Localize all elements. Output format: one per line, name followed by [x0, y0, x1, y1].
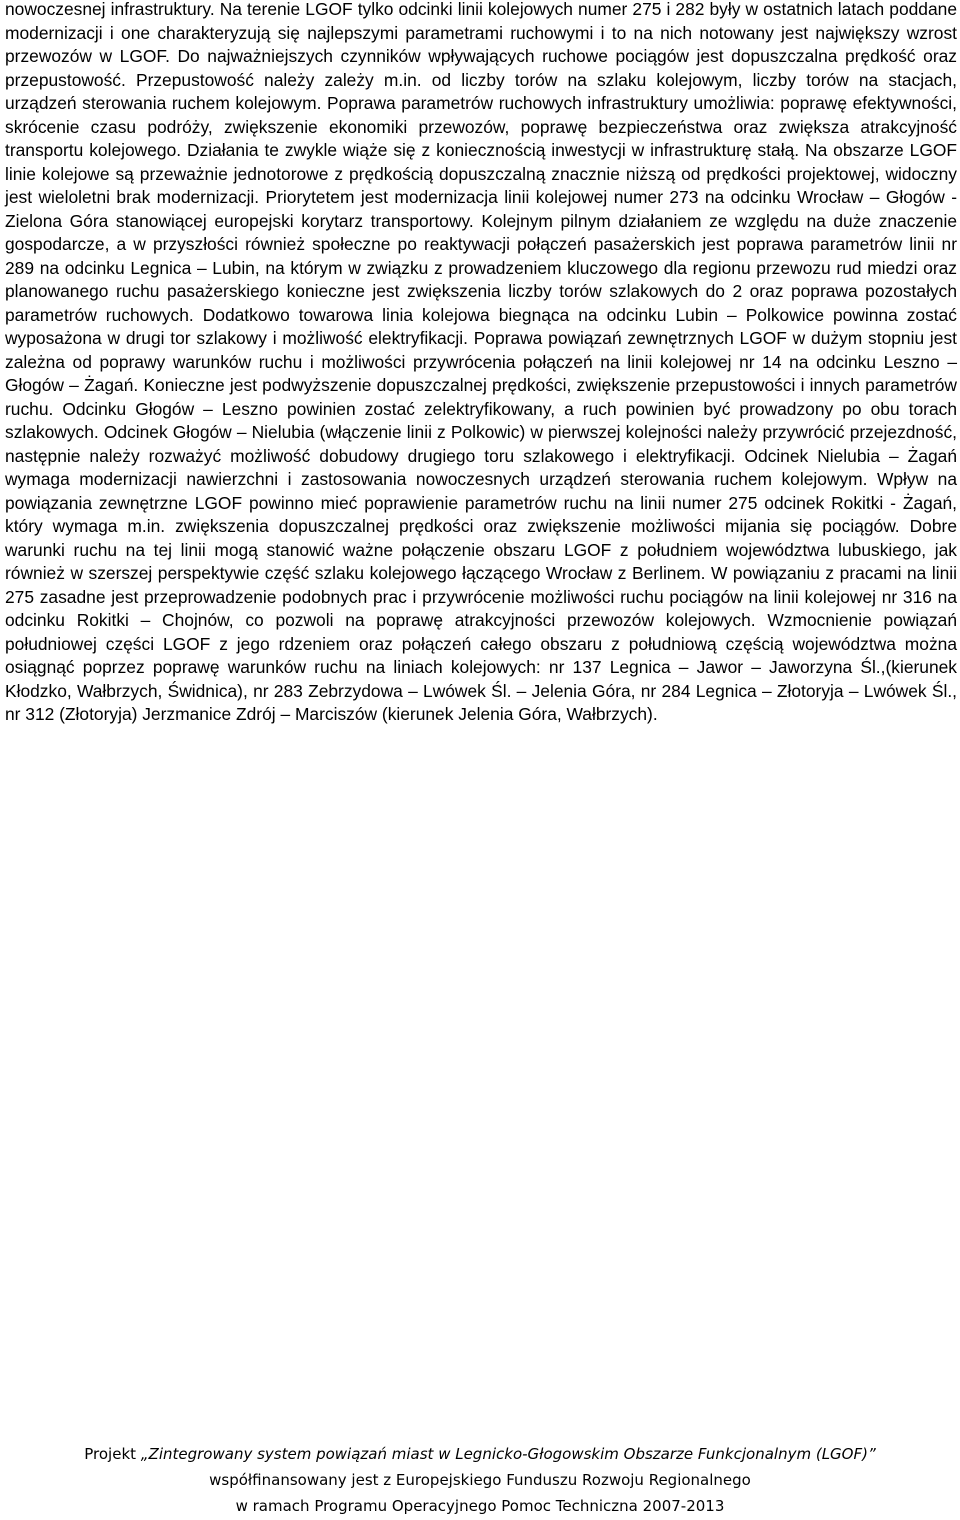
page-footer: [0, 1441, 960, 1519]
footer-funding-line: współfinansowany jest z Europejskiego Funduszu Rozwoju Regionalnego: [209, 1471, 751, 1489]
footer-project-prefix: Projekt: [84, 1445, 141, 1463]
footer-project-line: [0, 1441, 960, 1467]
footer-program-line: w ramach Programu Operacyjnego Pomoc Techniczna 2007-2013: [235, 1497, 725, 1515]
footer-project-title: „Zintegrowany system powiązań miast w Legnicko-Głogowskim Obszarze Funkcjonalnym (LGOF)”: [140, 1445, 876, 1463]
body-paragraph: nowoczesnej infrastruktury. Na terenie LGOF tylko odcinki linii kolejowych numer 275 i 282 były w ostatnich latach poddane modernizacji i one charakteryzują się najlepszymi parametrami ruchowymi i to na nich notowany jest największy wzrost przewozów w LGOF. Do najważniejszych czynników wpływających ruchowe pociągów jest dopuszczalna prędkość oraz przepustowość. Przepustowość należy zależy m.in. od liczby torów na szlaku kolejowym, liczby torów na stacjach, urządzeń sterowania ruchem kolejowym. Poprawa parametrów ruchowych infrastruktury umożliwia: poprawę efektywności, skrócenie czasu podróży, zwiększenie ekonomiki przewozów, poprawę bezpieczeństwa oraz zwiększa atrakcyjność transportu kolejowego. Działania te zwykle wiąże się z koniecznością inwestycji w infrastrukturę stałą. Na obszarze LGOF linie kolejowe są przeważnie jednotorowe z prędkością dopuszczalną znacznie niższą od prędkości projektowej, widoczny jest wieloletni brak modernizacji. Priorytetem jest modernizacja linii kolejowej numer 273 na odcinku Wrocław – Głogów - Zielona Góra stanowiącej europejski korytarz transportowy. Kolejnym pilnym działaniem ze względu na duże znaczenie gospodarcze, a w przyszłości również społeczne po reaktywacji połączeń pasażerskich jest poprawa parametrów linii nr 289 na odcinku Legnica – Lubin, na którym w związku z prowadzeniem kluczowego dla regionu przewozu rud miedzi oraz planowanego ruchu pasażerskiego konieczne jest zwiększenia liczby torów szlakowych do 2 oraz poprawa pozostałych parametrów ruchowych. Dodatkowo towarowa linia kolejowa biegnąca na odcinku Lubin – Polkowice powinna zostać wyposażona w drugi tor szlakowy i możliwość elektryfikacji. Poprawa powiązań zewnętrznych LGOF w dużym stopniu jest zależna od poprawy warunków ruchu i możliwości przywrócenia połączeń na linii kolejowej nr 14 na odcinku Leszno – Głogów – Żagań. Konieczne jest podwyższenie dopuszczalnej prędkości, zwiększenie przepustowości i innych parametrów ruchu. Odcinku Głogów – Leszno powinien zostać zelektryfikowany, a ruch powinien być prowadzony po obu torach szlakowych. Odcinek Głogów – Nielubia (włączenie linii z Polkowic) w pierwszej kolejności należy przywrócić przejezdność, następnie należy rozważyć możliwość dobudowy drugiego toru szlakowego i elektryfikacji. Odcinek Nielubia – Żagań wymaga modernizacji nawierzchni i zastosowania nowoczesnych urządzeń sterowania ruchem kolejowym. Wpływ na powiązania zewnętrzne LGOF powinno mieć poprawienie parametrów ruchu na linii numer 275 odcinek Rokitki - Żagań, który wymaga m.in. zwiększenia dopuszczalnej prędkości oraz zwiększenie możliwości mijania się pociągów. Dobre warunki ruchu na tej linii mogą stanowić ważne połączenie obszaru LGOF z południem województwa lubuskiego, jak również w szerszej perspektywie część szlaku kolejowego łączącego Wrocław z Berlinem. W powiązaniu z pracami na linii 275 zasadne jest przeprowadzenie podobnych prac i przywrócenie możliwości ruchu pociągów na linii kolejowej nr 316 na odcinku Rokitki – Chojnów, co pozwoli na poprawę atrakcyjności przewozów kolejowych. Wzmocnienie powiązań południowej części LGOF z jego rdzeniem oraz połączeń całego obszaru z południową częścią województwa można osiągnąć poprzez poprawę warunków ruchu na liniach kolejowych: nr 137 Legnica – Jawor – Jaworzyna Śl.,(kierunek Kłodzko, Wałbrzych, Świdnica), nr 283 Zebrzydowa – Lwówek Śl. – Jelenia Góra, nr 284 Legnica – Złotoryja – Lwówek Śl., nr 312 (Złotoryja) Jerzmanice Zdrój – Marciszów (kierunek Jelenia Góra, Wałbrzych).: [5, 0, 957, 724]
